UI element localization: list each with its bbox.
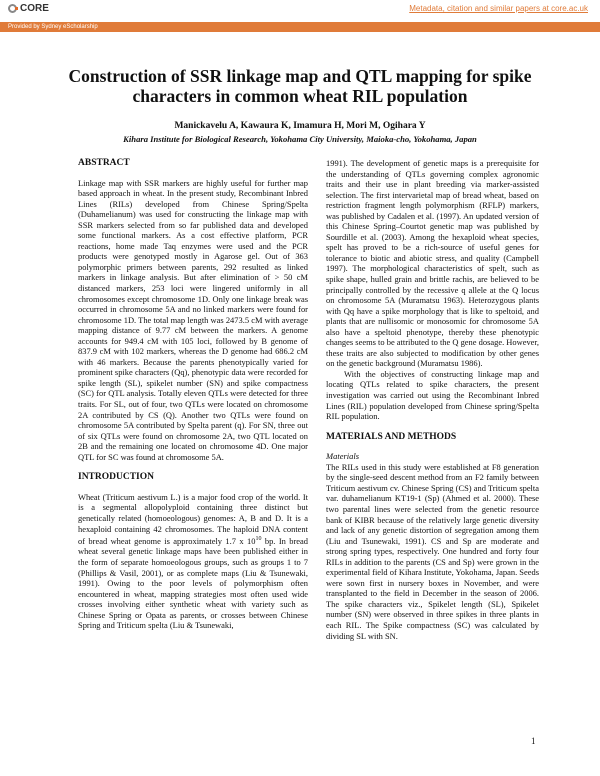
introduction-continued: 1991). The development of genetic maps is a prerequisite for the understanding of QTLs governing complex agronomic traits and their use in plant breeding via marker-assisted selection. The first intervarietal map of bread wheat, based on restriction fragment length polymorphism (RFLP) markers, was published by Cadalen et al. (1997). An updated version of this Chinese Spring–Courtot genetic map was published by Sourdille et al. (2003). Among the hexaploid wheat species, spelt has proved to be a rich-source of useful genes for tolerance to biotic and abiotic stress, and quality (Campbell 1997). The morphological characteristics of spelt, such as spike shape, hulled grain and brittle rachis, are believed to be principally controlled by the recessive q allele at the Q locus on chromosome 5A (Muramatsu 1963). Heterozygous plants with Qq have a spike morphology that is like to speltoid, and plants that are nullisomic or monosomic for chromosome 5A also have a speltoid phenotype, thereby these phenotypic changes seems to be attributed to the Q gene dosage. However, these traits are also subjected to modification by other genes on the genetic background (Muramatsu 1986). <box>326 158 539 369</box>
core-logo[interactable] <box>8 3 49 14</box>
introduction-heading: INTRODUCTION <box>78 472 155 483</box>
right-column <box>326 158 539 641</box>
abstract-heading: ABSTRACT <box>78 158 130 168</box>
materials-subheading: Materials <box>326 451 360 462</box>
paper-title: Construction of SSR linkage map and QTL mapping for spike characters in common wheat RIL population <box>68 66 532 106</box>
methods-heading: MATERIALS AND METHODS <box>326 431 457 442</box>
provided-by-bar <box>0 22 600 32</box>
provided-by-text: Provided by Sydney eScholarship <box>8 24 98 30</box>
introduction-text <box>78 492 308 631</box>
page-number: 1 <box>531 736 536 746</box>
materials-text: The RILs used in this study were established at F8 generation by the single-seed descent method from an F2 family between Triticum aestivum cv. Chinese Spring (CS) and Triticum spelta var. duhamelianum KT19-1 (Sp) (Ahmed et al. 2000). These two parental lines were selected from the genetic resource bank of KIBR because of the relatively large genetic diversity and lack of any genetic distortion of segregation among them (Liu and Tsunewaki, 1991). CS and Sp are moderate and strong spring types, respectively. One hundred and forty four RILs in addition to the parents (CS and Sp) were grown in the experimental field of Kihara Institute, Yokohama, Japan. Seeds were sown first in nursery boxes in November, and were transplanted to the field in December in the season of 2006. The spike characters viz., Spikelet length (SL), Spikelet number (SN) were observed in three spikes in three plants in each RIL. The Spike compactness (SC) was calculated by dividing SL with SN. <box>326 461 539 641</box>
introduction-text-part2: bp. In bread wheat several genetic linkage maps have been published either in the form of separate homoeologous groups, such as groups 1 to 7 (Phillips & Vasil, 2001), or as complete maps (Liu & Tsunewaki, 1991). Owing to the poor levels of polymorphism often encountered in wheat, mapping strategies most often used wide crosses involving either synthetic wheat with variety such as Chinese Spring or Opata as parents, or crosses between Chinese Spring and Triticum spelta (Liu & Tsunewaki, <box>78 535 308 631</box>
paper-affiliation: Kihara Institute for Biological Research, Yokohama City University, Maioka-cho, Yokohama, Japan <box>123 134 477 144</box>
left-column <box>78 158 308 631</box>
metadata-link[interactable]: Metadata, citation and similar papers at core.ac.uk <box>409 4 588 13</box>
paper-authors: Manickavelu A, Kawaura K, Imamura H, Mori M, Ogihara Y <box>174 121 426 131</box>
genome-size-exponent: 10 <box>255 536 262 543</box>
core-logo-icon <box>8 4 17 13</box>
core-header <box>0 0 600 22</box>
introduction-text-part1: Wheat (Triticum aestivum L.) is a major food crop of the world. It is a segmental allopolyploid containing three distinct but genetically related (homoeologous) genomes: A, B and D. It is a hexaploid containing 42 chromosomes. The haploid DNA content of bread wheat genome is approximately 1.7 x 10 <box>78 491 308 546</box>
objectives-text: With the objectives of constructing linkage map and locating QTLs related to spike characters, the present investigation was carried out using the Recombinant Inbred Lines (RIL) population developed from Chinese spring/Spelta RIL population. <box>326 368 539 422</box>
abstract-text: Linkage map with SSR markers are highly useful for further map based approach in wheat. In the present study, Recombinant Inbred Lines (RILs) developed from Chinese Spring/Spelta (Duhamelianum) was used for constructing the linkage map with SSR markers selected from so far published data and developed some functional markers. As a cost effective platform, PCR reactions, home made Taq enzymes were used and the PCR products were genotyped mostly in Agarose gel. Out of 363 polymorphic primers between parents, 292 resulted as linked markers in linkage analysis. But after elimination of > 50 cM distanced markers, 253 loci were lingered uniformly in all chromosomes except chromosome 1D. Only one linkage break was occurred in chromosome 5A and no linked markers were found for chromosome 1D. The total map length was 2473.5 cM with average mapping distance of 9.77 cM between the markers. A genome accounts for 949.4 cM with 105 loci, followed by B genome of 837.9 cM with 102 markers, whereas the D genome had 686.2 cM with 46 markers. Because the parents phenotypically varied for prominent spike characters (Qq), phenotypic data were recorded for spike length (SL), spikelet number (SN) and spike compactness (SC) for QTL analysis. Totally eleven QTLs were detected for three traits. For SL, out of four, two QTLs were located on chromosome 2A contributed by CS (Q). Another two QTLs were found on chromosome 5A contributed by Spelta parent (q). For SN, three out of six QTLs were found on chromosome 2A, two QTL located on 2B and the remaining one located on chromosome 4D. One major QTL for SC was found at chromosome 5A. <box>78 177 308 462</box>
core-logo-text: CORE <box>20 3 49 14</box>
